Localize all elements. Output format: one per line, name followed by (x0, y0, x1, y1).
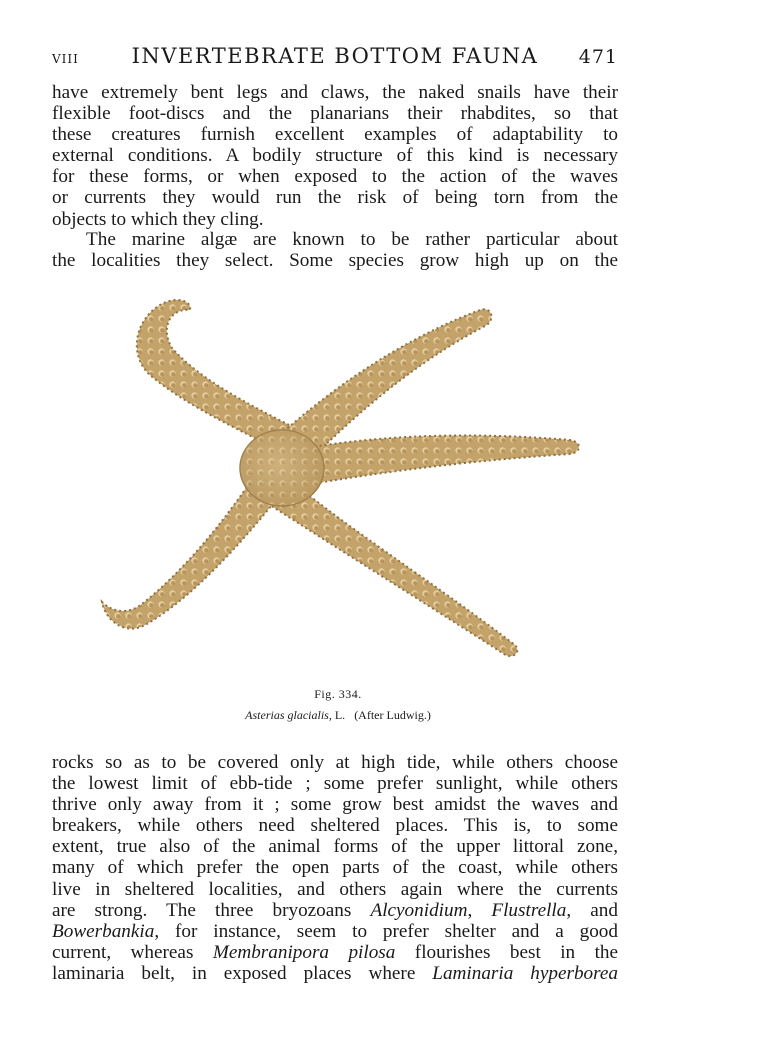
text-line: for these forms, or when exposed to the action of the waves (52, 166, 618, 188)
text-run: are strong. The three bryozoans (52, 899, 371, 921)
starfish-figure (90, 280, 590, 680)
chapter-folio: VIII (52, 52, 79, 66)
text-line: these creatures furnish excellent examples of adaptability to (52, 124, 618, 146)
text-run: , (467, 899, 492, 921)
text-line (52, 942, 618, 963)
figure-caption (200, 708, 476, 723)
genus-name: Alcyonidium (370, 899, 468, 921)
text-line: rocks so as to be covered only at high tide, while others choose (52, 752, 618, 773)
genus-name: Flustrella (491, 899, 567, 921)
figure-number: Fig. 334. (314, 687, 362, 701)
text-line: breakers, while others need sheltered places. This is, to some (52, 815, 618, 837)
text-run: , for instance, seem to prefer shelter and a good (154, 920, 618, 942)
paragraph-2-start (52, 229, 618, 271)
text-line: many of which prefer the open parts of the coast, while others (52, 857, 618, 879)
text-run: laminaria belt, in exposed places where (52, 962, 433, 984)
text-line: thrive only away from it ; some grow best amidst the waves and (52, 794, 618, 816)
page-header (52, 44, 618, 74)
species-name: Asterias glacialis (245, 708, 329, 722)
starfish-illustration (90, 280, 590, 680)
text-line (52, 900, 618, 921)
starfish-body (102, 300, 579, 656)
species-name: Laminaria hyperborea (432, 962, 618, 984)
figure-source: (After Ludwig.) (354, 708, 431, 722)
genus-name: Bowerbankia (52, 920, 155, 942)
text-line (52, 963, 618, 984)
species-name: Membranipora pilosa (212, 941, 396, 963)
text-line (52, 921, 618, 942)
text-line: live in sheltered localities, and others again where the currents (52, 878, 618, 900)
text-line: objects to which they cling. (52, 208, 264, 230)
text-line: or currents they would run the risk of being torn from the (52, 187, 618, 209)
text-line: external conditions. A bodily structure of this kind is necessary (52, 145, 618, 167)
page-number: 471 (578, 46, 618, 68)
species-author: , L. (328, 708, 346, 722)
paragraph-1 (52, 82, 618, 230)
text-line: the lowest limit of ebb-tide ; some prefer sunlight, while others (52, 773, 618, 795)
text-line: The marine algæ are known to be rather particular about (86, 229, 618, 250)
text-run: current, whereas (52, 941, 213, 963)
running-title: INVERTEBRATE BOTTOM FAUNA (131, 44, 539, 68)
text-run: , and (566, 899, 618, 921)
text-line: the localities they select. Some species grow high up on the (52, 250, 618, 272)
text-line: extent, true also of the animal forms of the upper littoral zone, (52, 836, 618, 858)
text-line: flexible foot-discs and the planarians their rhabdites, so that (52, 103, 618, 125)
text-line: have extremely bent legs and claws, the naked snails have their (52, 82, 618, 103)
text-run: flourishes best in the (395, 941, 619, 963)
paragraph-2-continued (52, 752, 618, 984)
